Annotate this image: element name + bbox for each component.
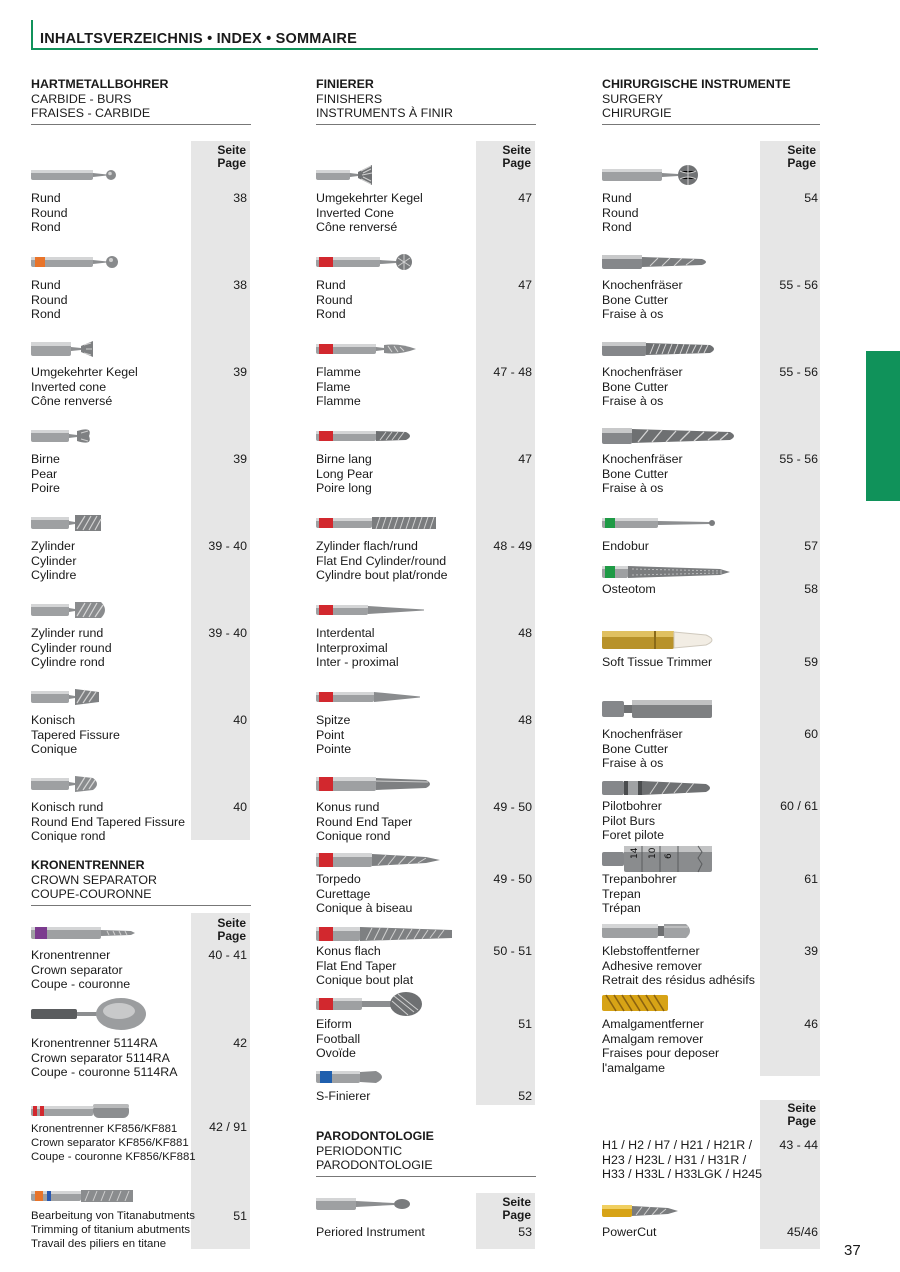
finisher-football-icon [316,989,436,1019]
section-heading [31,77,251,125]
entry-label-fr: Rond [31,307,61,321]
index-entry[interactable] [316,685,536,760]
entry-page: 49 - 50 [493,872,532,886]
section-heading [31,858,251,906]
entry-label-en: Round End Tapered Fissure [31,814,186,829]
entry-label-de: Rund [602,191,632,205]
titanium-bur-icon [31,1184,141,1208]
soft-tissue-trimmer-icon [602,625,722,655]
entry-label-de: Pilotbohrer [602,799,662,813]
entry-label-de: Kronentrenner 5114RA [31,1036,158,1050]
entry-label-fr: Conique [31,742,78,756]
entry-label-fr: Retrait des résidus adhésifs [602,973,755,987]
index-entry[interactable] [602,695,822,770]
finisher-interdental-icon [316,598,436,624]
column-finishers [316,0,536,1272]
index-entry[interactable] [602,424,822,499]
round-bur-icon [31,250,141,276]
entry-label-en: Bone Cutter [602,292,669,307]
index-entry[interactable] [602,991,822,1076]
entry-label-en: Cylinder round [31,640,112,655]
entry-label: PowerCut [602,1225,657,1239]
entry-label: Endobur [602,539,649,553]
entry-label-fr: Cylindre rond [31,655,105,669]
entry-page: 48 [518,713,532,727]
section-title-en: SURGERY [602,91,664,106]
finisher-long-pear-icon [316,424,426,450]
entry-label-en: Trepan [602,886,641,901]
index-entry[interactable] [316,337,536,412]
section-title-fr: FRAISES - CARBIDE [31,106,151,120]
entry-label-en: Round End Taper [316,814,413,829]
index-entry[interactable] [602,1138,822,1188]
entry-label-fr: Rond [31,220,61,234]
entry-label-en: Round [31,205,68,220]
section-title: PARODONTOLOGIE [316,1129,434,1143]
entry-label: S-Finierer [316,1089,371,1103]
crown-separator-kf-icon [31,1099,141,1123]
entry-label-fr-cont: l'amalgame [602,1060,665,1075]
entry-label-de: Knochenfräser [602,452,683,466]
entry-label-de: Rund [31,278,61,292]
index-entry[interactable] [602,511,822,556]
finisher-point-icon [316,685,436,711]
entry-page: 40 [233,800,247,814]
tapered-round-bur-icon [31,772,141,798]
entry-label-de: Rund [316,278,346,292]
entry-page: 39 - 40 [208,626,247,640]
index-entry[interactable] [602,250,822,325]
section-title-fr: INSTRUMENTS À FINIR [316,106,453,120]
entry-label-fr: Rond [316,307,346,321]
finisher-round-icon [316,250,426,276]
pilot-bur-icon [602,775,722,801]
entry-label-en: Point [316,727,345,742]
entry-page: 60 / 61 [780,799,818,813]
entry-page: 52 [518,1089,532,1103]
section-title: KRONENTRENNER [31,858,145,872]
entry-label-de: Konisch [31,713,76,727]
index-entry[interactable] [31,772,251,847]
entry-page: 50 - 51 [493,944,532,958]
entry-label-fr: Trépan [602,901,641,915]
finisher-flame-icon [316,337,426,363]
crown-separator-icon [31,922,141,946]
section-heading [602,77,820,125]
entry-label-en: Round [316,292,353,307]
entry-page: 48 - 49 [493,539,532,553]
entry-label-de: Klebstoffentferner [602,944,700,958]
inverted-cone-bur-icon [31,337,141,363]
entry-label-de: Interdental [316,626,375,640]
bone-cutter-icon [602,424,742,450]
index-entry[interactable] [316,163,536,238]
entry-page: 53 [518,1225,532,1239]
pear-bur-icon [31,424,141,450]
entry-label-fr: Coupe - couronne KF856/KF881 [31,1151,196,1163]
section-title: CHIRURGISCHE INSTRUMENTE [602,77,791,91]
section-title-en: PERIODONTIC [316,1143,403,1158]
entry-page: 38 [233,278,247,292]
index-entry[interactable] [316,989,536,1064]
entry-label-fr: Cône renversé [316,220,398,234]
endobur-icon [602,511,722,537]
seite-label: Seite [217,916,246,930]
page-label: Page [502,1207,531,1222]
entry-page: 42 / 91 [209,1120,247,1134]
entry-label-fr: Rond [602,220,632,234]
entry-label-de: Rund [31,191,61,205]
index-entry[interactable] [602,918,822,993]
entry-label-en: Flat End Taper [316,958,397,973]
index-entry[interactable] [602,844,822,919]
entry-label-line: H23 / H23L / H31 / H31R / [602,1152,747,1167]
index-entry[interactable] [31,598,251,673]
entry-label-fr: Fraise à os [602,756,664,770]
entry-label-de: Birne lang [316,452,372,466]
s-finisher-icon [316,1064,436,1090]
entry-label-de: Trepanbohrer [602,872,677,886]
entry-page: 38 [233,191,247,205]
page-label: Page [502,155,531,170]
disc-icon [31,996,151,1034]
seite-label: Seite [502,1195,531,1209]
page-label: Page [217,155,246,170]
entry-page: 47 [518,278,532,292]
entry-label-en: Crown separator 5114RA [31,1050,170,1065]
index-entry[interactable] [316,772,536,847]
entry-label-fr: Fraises pour deposer [602,1046,720,1060]
entry-label: Osteotom [602,582,656,596]
page-column-header [760,1102,816,1127]
entry-label-fr: Conique rond [316,829,391,843]
entry-label-en: Cylinder [31,553,77,568]
entry-label-de: Kronentrenner KF856/KF881 [31,1123,178,1135]
entry-page: 60 [804,727,818,741]
entry-label-de: Knochenfräser [602,727,683,741]
entry-page: 39 [233,365,247,379]
entry-page: 51 [518,1017,532,1031]
entry-label-de: Zylinder rund [31,626,104,640]
index-entry[interactable] [31,337,251,412]
index-entry[interactable] [31,163,251,238]
entry-label: Soft Tissue Trimmer [602,655,713,669]
entry-page: 42 [233,1036,247,1050]
entry-label-de: Torpedo [316,872,361,886]
entry-page: 45/46 [786,1225,818,1239]
index-entry[interactable] [602,625,822,675]
bone-cutter-icon [602,695,722,723]
index-entry[interactable] [602,1200,822,1248]
entry-page: 55 - 56 [779,365,818,379]
svg-text:14: 14 [630,847,640,859]
entry-label-de: Konus flach [316,944,381,958]
index-entry[interactable] [31,1099,251,1169]
index-entry[interactable] [602,775,822,845]
surgical-round-bur-icon [602,163,712,189]
index-entry[interactable] [316,250,536,325]
section-heading [316,1129,536,1177]
svg-text:10: 10 [648,847,658,859]
entry-label-fr: Cône renversé [31,394,113,408]
index-entry[interactable] [31,922,251,992]
index-entry[interactable] [31,511,251,586]
finisher-taper-round-icon [316,772,446,798]
entry-page: 57 [804,539,818,553]
index-entry[interactable] [31,685,251,760]
entry-label-en: Flame [316,379,351,394]
page-title: INHALTSVERZEICHNIS • INDEX • SOMMAIRE [40,31,357,47]
section-title-en: CROWN SEPARATOR [31,872,157,887]
finisher-torpedo-icon [316,848,446,872]
entry-page: 40 [233,713,247,727]
entry-page: 47 - 48 [493,365,532,379]
entry-label-en: Crown separator KF856/KF881 [31,1137,189,1149]
entry-label-de: Spitze [316,713,351,727]
entry-label-fr: Coupe - couronne [31,977,131,991]
entry-label-de: Konisch rund [31,800,104,814]
bone-cutter-icon [602,337,722,363]
entry-label: Periored Instrument [316,1225,425,1239]
entry-label-de: Zylinder flach/rund [316,539,418,553]
column-surgery [602,0,822,1272]
entry-page: 39 [804,944,818,958]
entry-page: 47 [518,452,532,466]
entry-label-en: Bone Cutter [602,379,669,394]
index-entry[interactable] [602,337,822,412]
index-entry[interactable] [31,996,251,1080]
entry-page: 46 [804,1017,818,1031]
section-title-fr: PARODONTOLOGIE [316,1158,433,1172]
entry-label-fr: Cylindre [31,568,77,582]
section-title: HARTMETALLBOHRER [31,77,169,91]
entry-page: 47 [518,191,532,205]
entry-label-en: Amalgam remover [602,1031,704,1046]
entry-page: 59 [804,655,818,669]
entry-page: 43 - 44 [779,1138,818,1152]
entry-label-de: Kronentrenner [31,948,111,962]
index-entry[interactable] [316,848,536,918]
section-title-fr: CHIRURGIE [602,106,672,120]
entry-label-fr: Poire [31,481,60,495]
entry-label-fr: Poire long [316,481,372,495]
entry-label-line: H33 / H33L / H33LGK / H245 [602,1167,763,1181]
entry-label-en: Curettage [316,886,371,901]
round-bur-icon [31,163,141,189]
entry-label-fr: Foret pilote [602,828,664,842]
entry-page: 58 [804,582,818,596]
index-entry[interactable] [31,250,251,325]
entry-label-fr: Conique bout plat [316,973,414,987]
page-label: Page [787,155,816,170]
index-entry[interactable] [316,511,536,586]
index-entry[interactable] [31,424,251,499]
entry-label-en: Flat End Cylinder/round [316,553,447,568]
entry-page: 40 - 41 [208,948,247,962]
column-carbide [31,0,251,1272]
entry-label-fr: Conique rond [31,829,106,843]
section-title-en: CARBIDE - BURS [31,91,132,106]
tapered-bur-icon [31,685,141,711]
cylinder-bur-icon [31,511,141,537]
entry-label-en: Trimming of titanium abutments [31,1224,191,1236]
finisher-cylinder-icon [316,511,446,537]
entry-page: 51 [233,1209,247,1223]
entry-label-de: Umgekehrter Kegel [31,365,138,379]
entry-label-fr: Fraise à os [602,307,664,321]
entry-label-fr: Pointe [316,742,352,756]
entry-label-en: Football [316,1031,361,1046]
index-entry[interactable] [602,163,822,238]
periored-instrument-icon [316,1192,426,1216]
entry-label-fr: Ovoïde [316,1046,356,1060]
entry-label-fr: Coupe - couronne 5114RA [31,1065,178,1079]
section-tab-marker [866,351,900,501]
section-title-fr: COUPE-COURONNE [31,887,152,901]
finisher-taper-flat-icon [316,922,456,946]
cylinder-round-bur-icon [31,598,141,624]
entry-label-de: Birne [31,452,60,466]
index-entry[interactable] [316,1192,536,1247]
section-title-en: FINISHERS [316,91,383,106]
page-label: Page [217,928,246,943]
entry-label-line: H1 / H2 / H7 / H21 / H21R / [602,1138,753,1152]
entry-label-de: Umgekehrter Kegel [316,191,423,205]
seite-label: Seite [787,1101,816,1115]
adhesive-remover-icon [602,918,722,944]
entry-label-fr: Flamme [316,394,361,408]
entry-label-fr: Conique à biseau [316,901,413,915]
amalgam-remover-icon [602,991,682,1015]
entry-label-en: Tapered Fissure [31,727,120,742]
index-entry[interactable] [31,1184,251,1254]
entry-label-de: Knochenfräser [602,365,683,379]
svg-text:6: 6 [664,853,674,859]
section-heading [316,77,536,125]
entry-label-en: Round [31,292,68,307]
seite-label: Seite [787,143,816,157]
entry-page: 49 - 50 [493,800,532,814]
trepan-bur-icon [602,844,722,874]
osteotom-icon [602,560,742,584]
entry-label-en: Crown separator [31,962,123,977]
bone-cutter-icon [602,250,722,276]
entry-label-de: Konus rund [316,800,380,814]
entry-page: 39 [233,452,247,466]
entry-label-en: Adhesive remover [602,958,702,973]
entry-label-fr: Travail des piliers en titane [31,1238,167,1250]
entry-label-de: Zylinder [31,539,76,553]
seite-label: Seite [502,143,531,157]
entry-label-de: Flamme [316,365,361,379]
index-entry[interactable] [602,560,822,605]
entry-label-de: Eiform [316,1017,352,1031]
entry-label-de: Knochenfräser [602,278,683,292]
index-entry[interactable] [316,1064,536,1109]
entry-page: 48 [518,626,532,640]
entry-label-en: Inverted Cone [316,205,394,220]
powercut-bur-icon [602,1200,692,1222]
entry-page: 54 [804,191,818,205]
index-entry[interactable] [316,598,536,673]
seite-label: Seite [217,143,246,157]
entry-label-en: Interproximal [316,640,388,655]
entry-label-de: Bearbeitung von Titanabutments [31,1210,196,1222]
entry-label-en: Pilot Burs [602,813,656,828]
entry-label-fr: Fraise à os [602,394,664,408]
entry-label-fr: Cylindre bout plat/ronde [316,568,448,582]
index-entry[interactable] [316,922,536,992]
entry-label-fr: Fraise à os [602,481,664,495]
entry-page: 55 - 56 [779,278,818,292]
entry-label-de: Amalgamentferner [602,1017,704,1031]
index-entry[interactable] [316,424,536,499]
entry-label-en: Long Pear [316,466,374,481]
entry-label-fr: Inter - proximal [316,655,399,669]
entry-label-en: Round [602,205,639,220]
entry-label-en: Bone Cutter [602,741,669,756]
page-number: 37 [844,1242,861,1259]
entry-page: 61 [804,872,818,886]
entry-label-en: Pear [31,466,58,481]
entry-page: 39 - 40 [208,539,247,553]
entry-label-en: Bone Cutter [602,466,669,481]
entry-page: 55 - 56 [779,452,818,466]
section-title: FINIERER [316,77,374,91]
finisher-inverted-cone-icon [316,163,426,189]
page-label: Page [787,1113,816,1128]
entry-label-en: Inverted cone [31,379,107,394]
